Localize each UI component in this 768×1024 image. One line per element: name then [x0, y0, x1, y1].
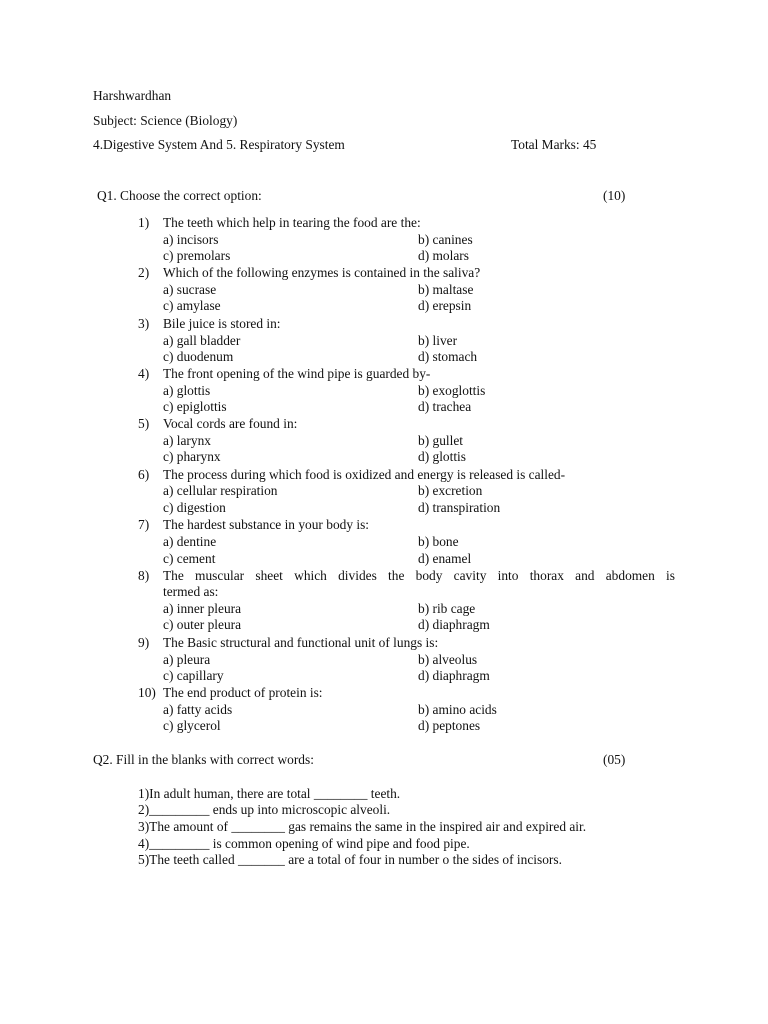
option-b: b) exoglottis [418, 383, 486, 398]
fill-blank-item: 1)In adult human, there are total ________ teeth. [138, 786, 401, 801]
question-text: The front opening of the wind pipe is guarded by- [163, 366, 431, 381]
q1-marks: (10) [603, 188, 626, 203]
fill-blank-item: 5)The teeth called _______ are a total of four in number o the sides of incisors. [138, 852, 562, 867]
option-d: d) diaphragm [418, 668, 490, 683]
question-text: The hardest substance in your body is: [163, 517, 370, 532]
option-b: b) alveolus [418, 652, 478, 667]
subject-line: Subject: Science (Biology) [93, 113, 238, 128]
question-text: Bile juice is stored in: [163, 316, 281, 331]
question-text: The teeth which help in tearing the food are the: [163, 215, 421, 230]
option-b: b) gullet [418, 433, 463, 448]
option-d: d) diaphragm [418, 617, 490, 632]
question-number: 5) [138, 416, 150, 431]
question-number: 10) [138, 685, 156, 700]
question-number: 3) [138, 316, 150, 331]
option-d: d) trachea [418, 399, 472, 414]
option-d: d) transpiration [418, 500, 501, 515]
option-b: b) excretion [418, 483, 483, 498]
option-b: b) maltase [418, 282, 474, 297]
chapters-line: 4.Digestive System And 5. Respiratory System [93, 137, 345, 152]
question-text: The Basic structural and functional unit of lungs is: [163, 635, 439, 650]
option-a: a) gall bladder [163, 333, 241, 348]
fill-blank-item: 2)_________ ends up into microscopic alveoli. [138, 802, 391, 817]
option-d: d) peptones [418, 718, 481, 733]
option-d: d) molars [418, 248, 469, 263]
fill-blank-item: 4)_________ is common opening of wind pipe and food pipe. [138, 836, 470, 851]
question-number: 1) [138, 215, 150, 230]
option-c: c) pharynx [163, 449, 221, 464]
option-d: d) glottis [418, 449, 466, 464]
question-text-continued: termed as: [163, 584, 219, 599]
q2-marks: (05) [603, 752, 626, 767]
option-a: a) fatty acids [163, 702, 233, 717]
q1-title: Q1. Choose the correct option: [97, 188, 262, 203]
option-c: c) premolars [163, 248, 231, 263]
option-d: d) enamel [418, 551, 472, 566]
question-number: 4) [138, 366, 150, 381]
option-a: a) inner pleura [163, 601, 242, 616]
option-c: c) epiglottis [163, 399, 227, 414]
option-a: a) pleura [163, 652, 211, 667]
question-number: 9) [138, 635, 150, 650]
option-a: a) larynx [163, 433, 211, 448]
option-a: a) sucrase [163, 282, 217, 297]
option-c: c) cement [163, 551, 216, 566]
option-c: c) glycerol [163, 718, 221, 733]
option-a: a) dentine [163, 534, 217, 549]
question-number: 2) [138, 265, 150, 280]
option-c: c) capillary [163, 668, 224, 683]
total-marks: Total Marks: 45 [511, 137, 597, 152]
option-c: c) digestion [163, 500, 226, 515]
option-b: b) bone [418, 534, 459, 549]
option-d: d) stomach [418, 349, 478, 364]
question-text: The muscular sheet which divides the body cavity into thorax and abdomen is [163, 568, 675, 583]
option-b: b) canines [418, 232, 473, 247]
question-text: Vocal cords are found in: [163, 416, 298, 431]
question-text: The process during which food is oxidized and energy is released is called- [163, 467, 566, 482]
question-number: 8) [138, 568, 150, 583]
option-a: a) cellular respiration [163, 483, 278, 498]
option-b: b) amino acids [418, 702, 497, 717]
option-c: c) duodenum [163, 349, 234, 364]
option-b: b) rib cage [418, 601, 476, 616]
q2-title: Q2. Fill in the blanks with correct words: [93, 752, 314, 767]
fill-blank-item: 3)The amount of ________ gas remains the same in the inspired air and expired air. [138, 819, 587, 834]
option-c: c) outer pleura [163, 617, 242, 632]
question-number: 7) [138, 517, 150, 532]
option-a: a) incisors [163, 232, 219, 247]
option-d: d) erepsin [418, 298, 472, 313]
option-b: b) liver [418, 333, 458, 348]
question-text: Which of the following enzymes is contained in the saliva? [163, 265, 481, 280]
question-number: 6) [138, 467, 150, 482]
question-text: The end product of protein is: [163, 685, 323, 700]
option-a: a) glottis [163, 383, 211, 398]
student-name: Harshwardhan [93, 88, 172, 103]
option-c: c) amylase [163, 298, 221, 313]
